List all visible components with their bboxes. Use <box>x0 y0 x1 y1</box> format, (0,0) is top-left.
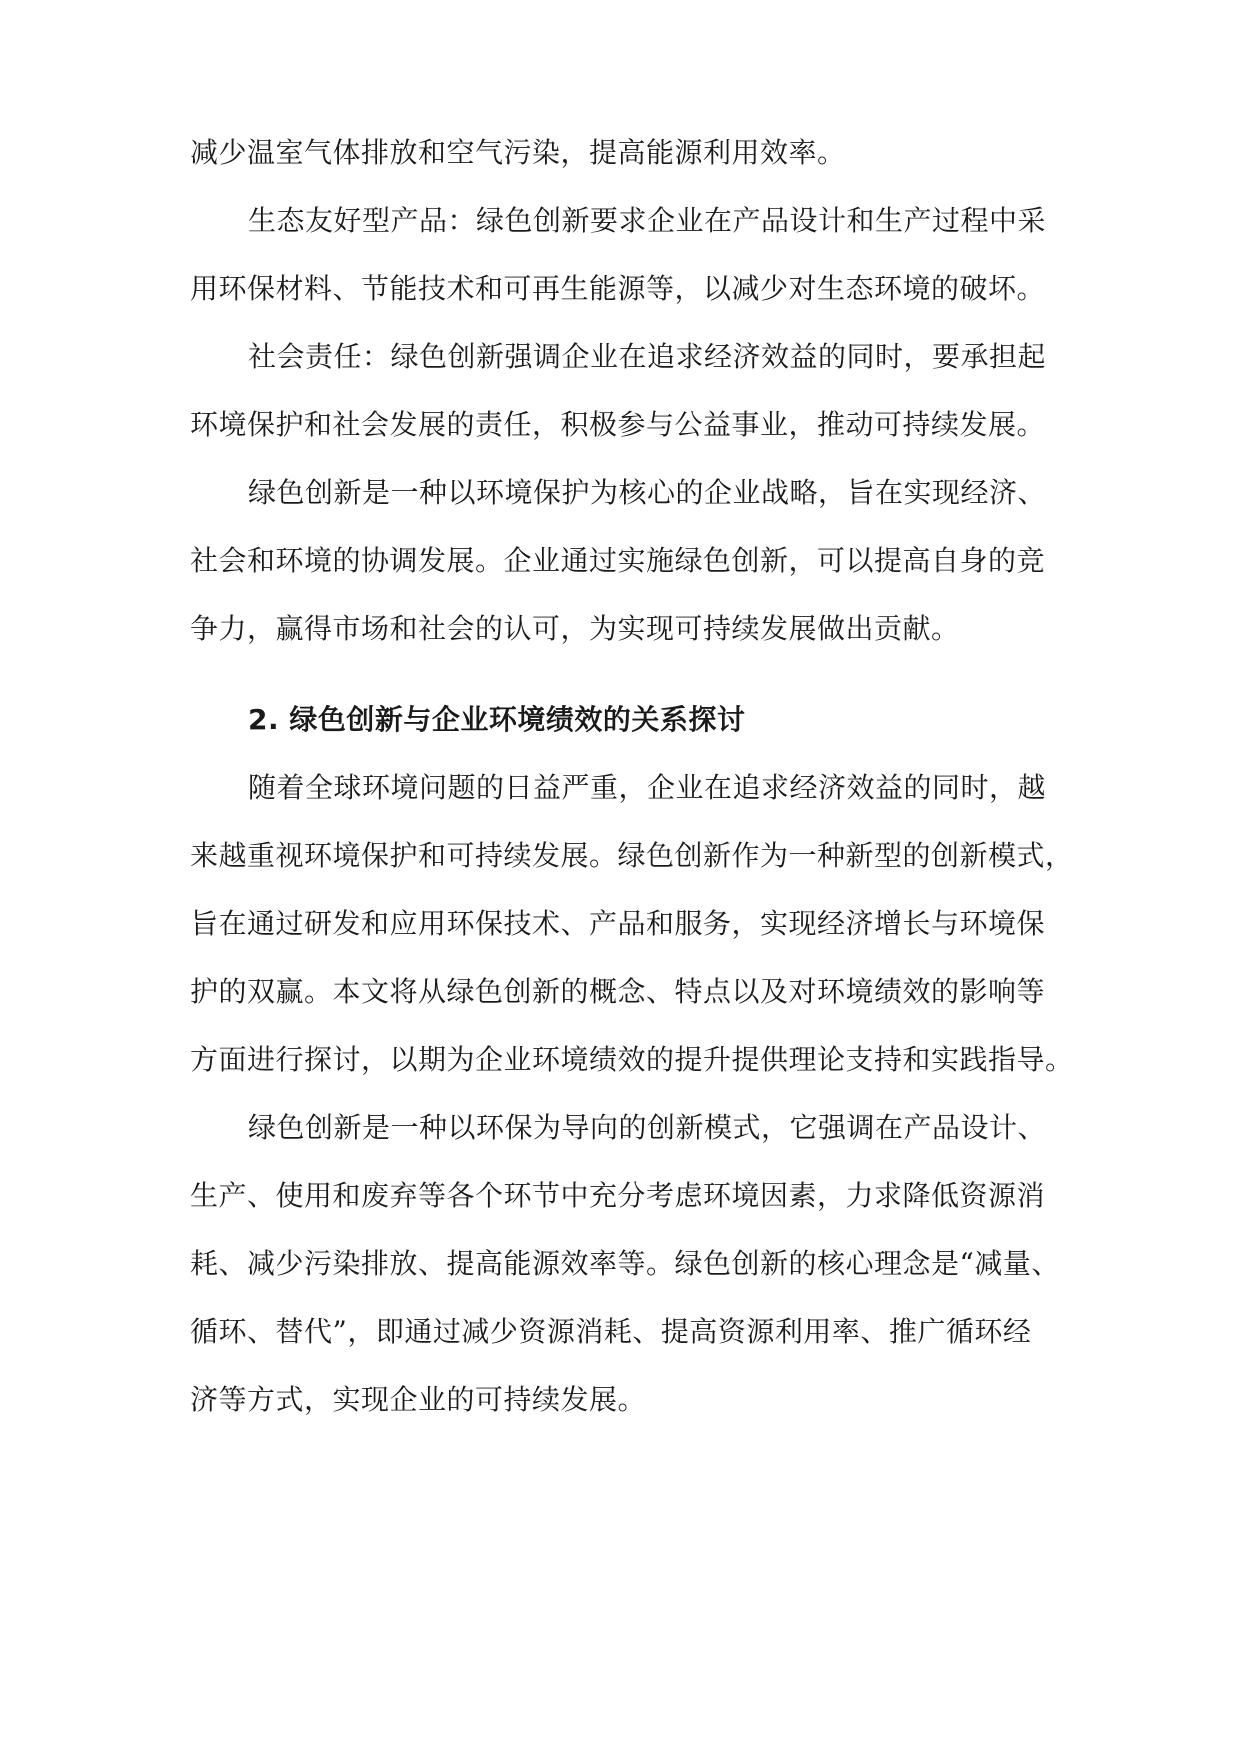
body-text-line: 用环保材料、节能技术和可再生能源等，以减少对生态环境的破坏。 <box>190 272 1046 305</box>
body-text-line: 方面进行探讨，以期为企业环境绩效的提升提供理论支持和实践指导。 <box>190 1043 1074 1076</box>
body-text-line: 旨在通过研发和应用环保技术、产品和服务，实现经济增长与环境保 <box>190 907 1046 940</box>
body-text-line: 绿色创新是一种以环境保护为核心的企业战略，旨在实现经济、 <box>248 476 1047 509</box>
body-text-line: 减少温室气体排放和空气污染，提高能源利用效率。 <box>190 136 846 169</box>
section-heading: 2. 绿色创新与企业环境绩效的关系探讨 <box>248 703 746 736</box>
body-text-line: 争力，赢得市场和社会的认可，为实现可持续发展做出贡献。 <box>190 612 960 645</box>
body-text-line: 环境保护和社会发展的责任，积极参与公益事业，推动可持续发展。 <box>190 408 1046 441</box>
body-text-line: 来越重视环境保护和可持续发展。绿色创新作为一种新型的创新模式， <box>190 839 1074 872</box>
body-text-line: 生产、使用和废弃等各个环节中充分考虑环境因素，力求降低资源消 <box>190 1179 1046 1212</box>
body-text-line: 护的双赢。本文将从绿色创新的概念、特点以及对环境绩效的影响等 <box>190 975 1046 1008</box>
body-text-line: 耗、减少污染排放、提高能源效率等。绿色创新的核心理念是“减量、 <box>190 1247 1060 1280</box>
body-text-line: 随着全球环境问题的日益严重，企业在追求经济效益的同时，越 <box>248 771 1047 804</box>
body-text-line: 生态友好型产品：绿色创新要求企业在产品设计和生产过程中采 <box>248 204 1047 237</box>
body-text-line: 绿色创新是一种以环保为导向的创新模式，它强调在产品设计、 <box>248 1111 1047 1144</box>
body-text-line: 社会责任：绿色创新强调企业在追求经济效益的同时，要承担起 <box>248 340 1047 373</box>
body-text-line: 社会和环境的协调发展。企业通过实施绿色创新，可以提高自身的竞 <box>190 544 1046 577</box>
body-text-line: 循环、替代”，即通过减少资源消耗、提高资源利用率、推广循环经 <box>190 1315 1032 1348</box>
body-text-line: 济等方式，实现企业的可持续发展。 <box>190 1383 647 1416</box>
